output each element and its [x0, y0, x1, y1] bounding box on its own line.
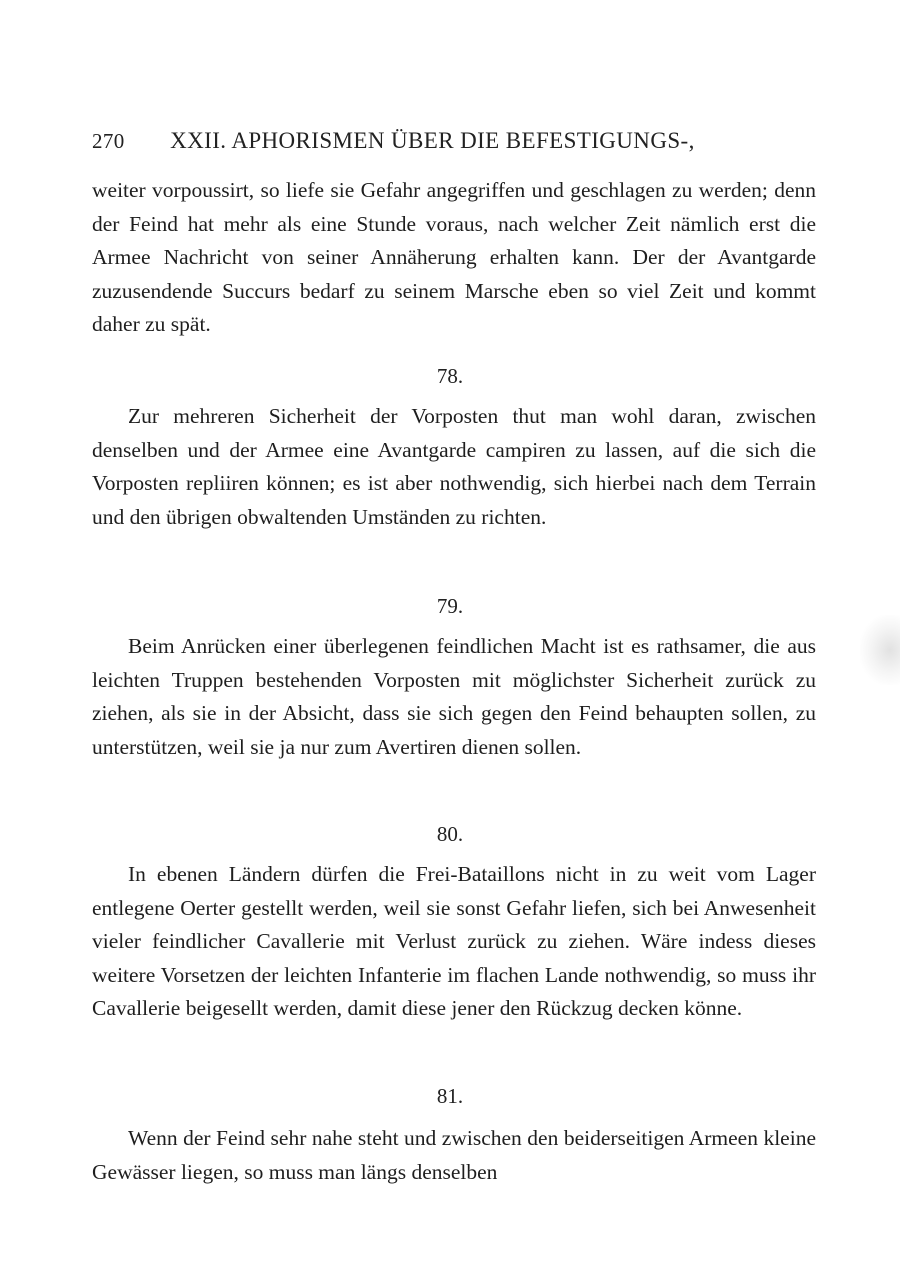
- paragraph-80: [92, 858, 816, 1026]
- paragraph-text: In ebenen Ländern dürfen die Frei-Bataillons nicht in zu weit vom Lager entlegene Oerter gestellt werden, weil sie sonst Gefahr liefen, sich bei Anwesenheit vieler feindlicher Cavallerie mit Verlust zurück zu ziehen. Wäre indess dieses weitere Vorsetzen der leichten Infanterie im flachen Lande nothwendig, so muss ihr Cavallerie beigesellt werden, damit diese jener den Rückzug decken könne.: [92, 862, 816, 1020]
- running-head: XXII. APHORISMEN ÜBER DIE BEFESTIGUNGS-,: [170, 128, 695, 153]
- paragraph-text: Beim Anrücken einer überlegenen feindlichen Macht ist es rathsamer, die aus leichten Truppen bestehenden Vorposten mit möglichster Sicherheit zurück zu ziehen, als sie in der Absicht, dass sie sich gegen den Feind behaupten sollen, zu unterstützen, weil sie ja nur zum Avertiren dienen sollen.: [92, 634, 816, 759]
- paragraph-78: [92, 400, 816, 534]
- paragraph-continued: [92, 174, 816, 342]
- section-number-80: 80.: [436, 822, 464, 846]
- section-number-78: 78.: [436, 364, 464, 388]
- page-header: [92, 128, 812, 162]
- paragraph-79: [92, 630, 816, 764]
- paragraph-text: weiter vorpoussirt, so liefe sie Gefahr angegriffen und geschlagen zu werden; denn der Feind hat mehr als eine Stunde voraus, nach welcher Zeit nämlich erst die Armee Nachricht von seiner Annäherung erhalten kann. Der der Avantgarde zuzusendende Succurs bedarf zu seinem Marsche eben so viel Zeit und kommt daher zu spät.: [92, 178, 816, 336]
- paragraph-81: [92, 1122, 816, 1189]
- section-number-81: 81.: [436, 1084, 464, 1108]
- paragraph-text: Zur mehreren Sicherheit der Vorposten thut man wohl daran, zwischen denselben und der Armee eine Avantgarde campiren zu lassen, auf die sich die Vorposten repliiren können; es ist aber nothwendig, sich hierbei nach dem Terrain und den übrigen obwaltenden Umständen zu richten.: [92, 404, 816, 529]
- page-number: 270: [92, 129, 125, 153]
- paragraph-text: Wenn der Feind sehr nahe steht und zwischen den beiderseitigen Armeen kleine Gewässer liegen, so muss man längs denselben: [92, 1126, 816, 1184]
- section-number-79: 79.: [436, 594, 464, 618]
- page-smudge: [860, 615, 900, 685]
